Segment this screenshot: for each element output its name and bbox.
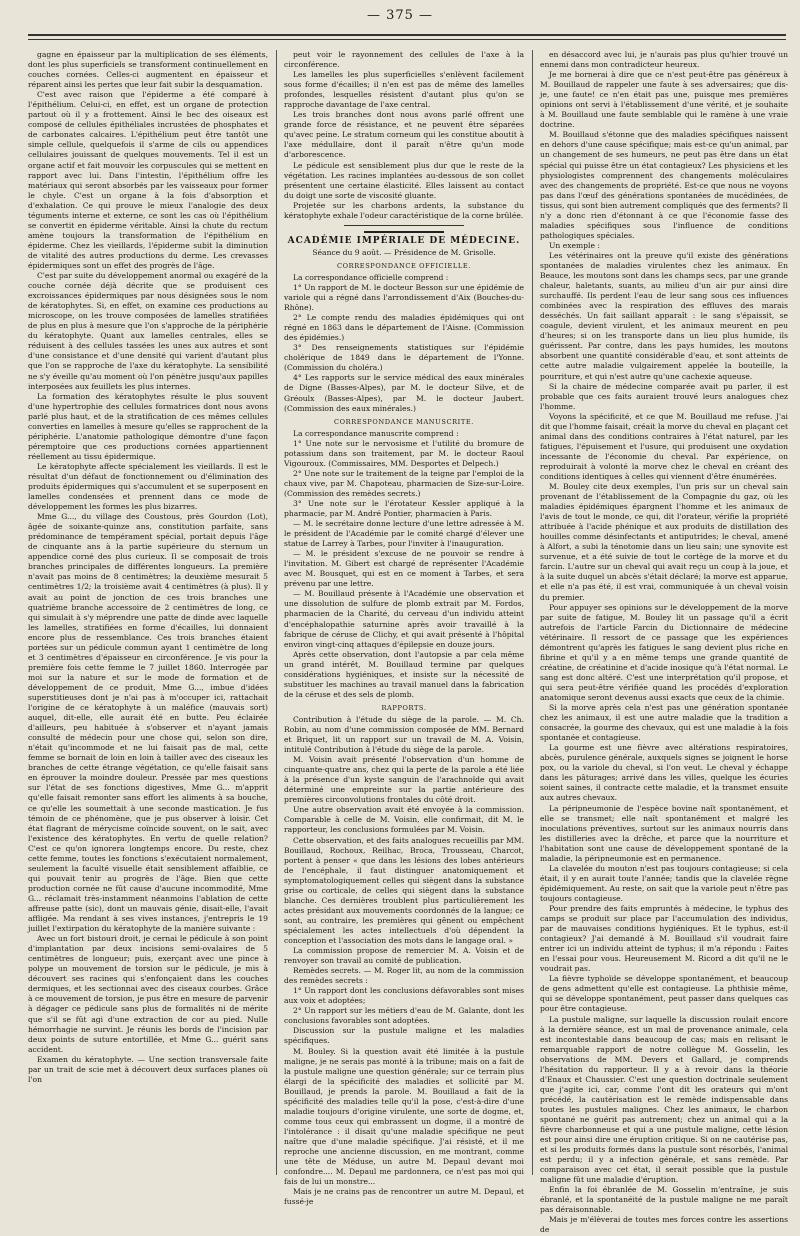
paragraph: gagne en épaisseur par la multiplication de ses éléments, dont les plus superficiels se transforment continuellement en couches cornées. Celles-ci augmentent en épaisseur et réparent ainsi les pertes que leur fait subir la desquamation. [28, 50, 268, 90]
paragraph: Mme G..., du village des Coustous, près Gourdon (Lot), âgée de soixante-quinze ans, constitution parfaite, sans prédominance de tempérament spécial, portait depuis l'âge de cinquante ans à la partie supérieure du sternum un appendice corné des plus curieux. Il se composait de trois branches principales de différentes longueurs. La première n'avait pas moins de 8 centimètres; la deuxième mesurait 5 centimètres 1/2; la troisième avait 4 centimètres (à plus). Il y avait au point de jonction de ces trois branches une quatrième branche accessoire de 2 centimètres de long, ce qui simulait à s'y méprendre une patte de dinde avec laquelle les lamelles, stratifiées en forme d'écailles, lui donnaient encore plus de ressemblance. Ces trois branches étaient portées sur un pédicule commun ayant 1 centimètre de long et 3 centimètres d'épaisseur en circonférence. Je vis pour la première fois cette femme le 7 juillet 1860. Interrogée par moi sur la nature et sur le mode de formation et de développement de ce produit, Mme G..., imbue d'idées superstitieuses dont je n'ai pas à m'occuper ici, rattachait l'origine de ce kératophyte à un maléfice (mauvais sort) auquel, dit-elle, elle aurait été en butte. Peu éclairée d'ailleurs, peu habituée à s'observer et n'ayant jamais consulté de médecin pour une chose qui, selon son dire, n'était qu'incommode et ne lui faisait pas de mal, cette femme se bornait de loin en loin à tailler avec des ciseaux les branches de cette étrange végétation, ce qu'elle faisait sans en éprouver la moindre douleur. Pressée par mes questions sur l'état de ses fonctions digestives, Mme G... m'apprit qu'elle faisait remonter sans effort les aliments à sa bouche, ce qu'elle les soumettait à une seconde mastication. Je fus témoin de ce phénomène, que je pus observer à loisir. Cet état flagrant de mérycisme coïncide souvent, on le sait, avec l'existence des kératophytes. En vertu de quelle relation? C'est ce qu'on ignorera longtemps encore. Du reste, chez cette femme, toutes les fonctions s'exécutaient normalement, seulement la faculté visuelle était sensiblement affaiblie, ce qui pouvait tenir au progrès de l'âge. Bien que cette production cornée ne fût cause d'aucune incommodité, Mme G... réclamait très-instamment néanmoins l'ablation de cette affreuse patte (sic), dont un mauvais génie, disait-elle, l'avait affligée. Ma rendant à ses vives instances, j'entrepris le 19 juillet l'extirpation du kératophyte de la manière suivante : [28, 512, 268, 934]
corr-manuscrite-heading: CORRESPONDANCE MANUSCRITE. [334, 417, 474, 426]
paragraph: 1° Une note sur le nervosisme et l'utilité du bromure de potassium dans son traitement, par M. le docteur Raoul Vigouroux. (Commissaires, MM. Desportes et Delpech.) [284, 438, 524, 468]
paragraph: La formation des kératophytes résulte le plus souvent d'une hypertrophie des cellules formatrices dont nous avons parlé plus haut, et de la stratification de ces mêmes cellules converties en lamelles à mesure qu'elles se rapprochent de la périphérie. L'anatomie pathologique démontre d'une façon péremptoire que ces productions cornées appartiennent réellement au tissu épidermique. [28, 391, 268, 461]
paragraph: C'est avec raison que l'épiderme a été comparé à l'épithélium. Celui-ci, en effet, est un organe de protection partout où il y a frottement. Ainsi le bec des oiseaux est composé de cellules épithéliales incrustées de phosphates et de carbonates calcaires. L'épithélium peut être tantôt une simple cellule, quelquefois il s'arme de cils ou appendices cellulaires jouissant de quelques mouvements. Tel il est un organe actif et fait mouvoir les corpuscules qui se mettent en rapport avec lui. Dans l'intestin, l'épithélium offre les matériaux qui seront absorbés par les vaisseaux pour former le chyle. C'est un organe à la fois d'absorption et d'exhalation. Ce qui prouve le mieux l'analogie des deux téguments interne et externe, ce sont les cas où l'épithélium se convertit en épiderme véritable. Ainsi la chute du rectum amène toujours la transformation de l'épithélium en épiderme. Chez les vieillards, l'épiderme subit la diminution de vitalité des autres productions du derme. Les crevasses épidermiques sont un effet des progrès de l'âge. [28, 90, 268, 270]
paragraph: 1° Un rapport de M. le docteur Besson sur une épidémie de variole qui a régné dans l'arrondissement d'Aix (Bouches-du-Rhône). [284, 282, 524, 313]
paragraph: La pustule maligne, sur laquelle la discussion roulait encore à la dernière séance, est un mal de provenance animale, cela est incontestable dans beaucoup de cas; mais en relisant le remarquable rapport de notre collègue M. Gosselin, les observations de MM. Devers et Gallard, je comprends l'hésitation du rapporteur. Il y a à revoir dans la théorie d'Enaux et Chaussier. C'est une question doctrinale seulement que j'agite ici, car, comme l'ont dit les orateurs qui m'ont précédé, la cautérisation est le remède indispensable dans toutes les pustules malignes. Chez les animaux, le charbon spontané ne guérit pas autrement; chez un animal qui a la fièvre charbonneuse et qui a une pustule maligne, cette lésion est pour ainsi dire une éruption critique. Si on ne cautérise pas, et si les produits formés dans la pustule sont résorbés, l'animal est perdu; il y a infection générale, et sans remède. Par comparaison avec cet état, il serait possible que la pustule maligne fût une maladie d'éruption. [540, 1014, 788, 1185]
paragraph: Examen du kératophyte. — Une section transversale faite par un trait de scie met à découvert deux surfaces planes où l'on [28, 1054, 268, 1084]
paragraph: Un exemple : [549, 240, 600, 250]
paragraph: Les lamelles les plus superficielles s'enlèvent facilement sous forme d'écailles; il n'en est pas de même des lamelles profondes, lesquelles résistent d'autant plus qu'on se rapproche davantage de l'axe central. [284, 70, 524, 110]
paragraph: M. Voisin avait présenté l'observation d'un homme de cinquante-quatre ans, chez qui la perte de la parole a été liée à la présence d'un kyste sanguin de l'arachnoïde qui avait déterminé une empreinte sur la partie antérieure des premières circonvolutions frontales du côté droit. [284, 755, 524, 805]
paragraph: Enfin la foi ébranlée de M. Gosselin m'entraîne, je suis ébranlé, et la spontanéité de la pustule maligne ne me paraît pas déraisonnable. [540, 1185, 788, 1215]
paragraph: Une autre observation avait été envoyée à la commission. Comparable à celle de M. Voisin, elle confirmait, dit M. le rapporteur, les conclusions formulées par M. Voisin. [284, 805, 524, 835]
paragraph: Après cette observation, dont l'autopsie a par cela même un grand intérêt, M. Bouillaud termine par quelques considérations hygiéniques, et insiste sur la nécessité de substituer les machines au travail manuel dans la fabrication de la céruse et des sels de plomb. [284, 649, 524, 699]
paragraph: — M. le président s'excuse de ne pouvoir se rendre à l'invitation. M. Gibert est chargé de représenter l'Académie avec M. Bousquet, qui est en ce moment à Tarbes, et sera prévenu par une lettre. [284, 549, 524, 589]
rapports-body [284, 715, 524, 1207]
academie-title: ACADÉMIE IMPÉRIALE DE MÉDECINE. [287, 235, 521, 246]
paragraph: Discussion sur la pustule maligne et les maladies spécifiques. [284, 1026, 524, 1046]
paragraph: La correspondance officielle comprend : [293, 272, 449, 282]
paragraph: Si la chaire de médecine comparée avait pu parler, il est probable que ces faits auraient trouvé leurs analogues chez l'homme. [540, 381, 788, 411]
paragraph: — M. le secrétaire donne lecture d'une lettre adressée à M. le président de l'Académie par le comité chargé d'élever une statue de Larrey à Tarbes, pour l'inviter à l'inauguration. [284, 519, 524, 549]
paragraph: Remèdes secrets. — M. Roger lit, au nom de la commission des remèdes secrets : [284, 966, 524, 986]
corr-manuscrite-body [284, 429, 524, 700]
paragraph: La fièvre typhoïde se développe spontanément, et beaucoup de gens admettent qu'elle est contagieuse. La phthisie même, qui se développe spontanément, peut passer dans quelques cas pour être contagieuse. [540, 974, 788, 1014]
paragraph: en désaccord avec lui, je n'aurais pas plus qu'hier trouvé un ennemi dans mon contradicteur heureux. [540, 50, 788, 70]
paragraph: Pour prendre des faits empruntés à médecine, le typhus des camps se produit sur place par l'accumulation des individus, par de mauvaises conditions hygiéniques. Et le typhus, est-il contagieux? J'ai demandé à M. Bouillaud s'il voudrait faire entrer ici un individu atteint de typhus; il m'a répondu : Faites en l'essai pour vous. Heureusement M. Ricord a dit qu'il ne le voudrait pas. [540, 903, 788, 974]
paragraph: Avec un fort bistouri droit, je cernai le pédicule à son point d'implantation par deux incisions semi-ovalaires de 5 centimètres de longueur; puis, exerçant avec une pince à polype un mouvement de torsion sur le pédicule, je mis à découvert ses racines qui s'enfonçaient dans les couches dermiques, et les sectionnai avec des ciseaux courbes. Grâce à ce mouvement de torsion, je pus être en mesure de parvenir à dégager ce pédicule sans plus de formalités ni de mérite que s'il se fût agi d'une extraction de cor au pied. Nulle hémorrhagie ne survint. Je réunis les bords de l'incision par deux points de suture entortillée, et Mme G... guérit sans accident. [28, 934, 268, 1054]
paragraph: La clavelée du mouton n'est pas toujours contagieuse; si cela était, il y en aurait toute l'année; tandis que la clavelée règne épidémiquement. Au reste, on sait que la variole peut n'être pas toujours contagieuse. [540, 863, 788, 903]
paragraph: 1° Un rapport dont les conclusions défavorables sont mises aux voix et adoptées; [284, 986, 524, 1006]
paragraph: C'est par suite du développement anormal ou exagéré de la couche cornée déjà décrite que se produisent ces excroissances épidermiques par nous désignées sous le nom de kératophytes. Si, en effet, on examine ces productions au microscope, on les trouve composées de lamelles stratifiées de plus en plus à mesure que l'on s'approche de la périphérie du kératophyte. Quant aux lamelles centrales, elles se réduisent à des cellules tassées les unes aux autres et sont d'une consistance et d'une densité qui varient d'autant plus que l'on se rapproche de l'axe du kératophyte. La sensibilité ne s'y éveille qu'au moment où l'on pénètre jusqu'aux papilles interposées aux feuillets les plus internes. [28, 271, 268, 391]
paragraph: M. Bouley. Si la question avait été limitée à la pustule maligne, je ne serais pas monté à la tribune; mais on a fait de la pustule maligne une question générale; sur ce terrain plus élargi de la spécificité des maladies et sollicité par M. Bouillaud, je prends la parole. M. Bouillaud a fait de la spécificité des maladies telle qu'il la pose, c'est-à-dire d'une maladie toujours d'origine virulente, une sorte de dogme, et, comme tous ceux qui embrassent un dogme, il a montré de l'intolérance : il disait qu'une maladie spécifique ne peut naître que d'une maladie spécifique. J'ai résisté, et il me reproche une ancienne discussion, en me montrant, comme une tête de Méduse, un autre M. Depaul devant moi confondre.... M. Depaul me pardonnera, ce n'est pas moi qui fais de lui un monstre... [284, 1046, 524, 1187]
paragraph: Mais je m'élèverai de toutes mes forces contre les assertions de [540, 1215, 788, 1235]
paragraph: 2° Une note sur le traitement de la teigne par l'emploi de la chaux vive, par M. Chapoteau, pharmacien de Size-sur-Loire. (Commission des remèdes secrets.) [284, 468, 524, 498]
paragraph: M. Bouley cite deux exemples, l'un pris sur un cheval sain provenant de l'établissement de la Compagnie du gaz, où les maladies épidémiques épargnent l'homme et les animaux de l'avis de tout le monde, ce qui, dit l'orateur, vérifie la propriété attribuée à l'acide phénique et aux produits de distillation des houilles comme désinfectants et antiputrides; le cheval, amené à Alfort, a subi la ténotomie dans un lieu sain; une synovite est survenue, et a été suivie de tout le cortège de la morve et du farcin. L'autre sur un cheval qui avait reçu un coup à la joue, et à la suite duquel un abcès s'était déclaré; la morve est apparue, et elle n'a pas été, il est vrai, communiquée à un cheval voisin du premier. [540, 482, 788, 602]
column-divider [532, 50, 533, 1175]
paragraph: Les trois branches dont nous avons parlé offrent une grande force de résistance, et ne peuvent être séparées qu'avec peine. Le stratum corneum qui les constitue aboutit à l'axe médullaire, dont il paraît n'être qu'un mode d'arborescence. [284, 110, 524, 160]
header-rule [28, 34, 786, 36]
article-columns [28, 50, 790, 1235]
corr-officielle-body [284, 273, 524, 414]
paragraph: La correspondance manuscrite comprend : [293, 428, 459, 438]
column-1 [28, 50, 268, 1175]
paragraph: 4° Les rapports sur le service médical des eaux minérales de Digne (Basses-Alpes), par M. le docteur Silve, et de Gréoulx (Basses-Alpes), par M. le docteur Jaubert. (Commission des eaux minérales.) [284, 373, 524, 413]
header-rule-thin [28, 39, 786, 40]
paragraph: La péripneumonie de l'espèce bovine naît spontanément, et elle se transmet; elle naît spontanément et malgré les inoculations préventives, surtout sur les animaux nourris dans les distilleries avec la drêche, et parce que la nourriture et l'habitation sont une cause de développement spontané de la maladie, la péripneumonie est en permanence. [540, 803, 788, 863]
paragraph: Contribution à l'étude du siège de la parole. — M. Ch. Robin, au nom d'une commission composée de MM. Bernard et Briquet, lit un rapport sur un travail de M. A. Voisin, intitulé Contribution à l'étude du siège de la parole. [284, 714, 524, 755]
keratophyte-article-end [284, 50, 524, 221]
paragraph: peut voir le rayonnement des cellules de l'axe à la circonférence. [284, 50, 524, 70]
paragraph: Mais je ne crains pas de rencontrer un autre M. Depaul, et fussé-je [284, 1187, 524, 1207]
column-divider [276, 50, 277, 1175]
paragraph: Pour appuyer ses opinions sur le développement de la morve par suite de fatigue, M. Bouley lit un passage qu'il a écrit autrefois de l'article Farcin du Dictionnaire de médecine vétérinaire. Il ressort de ce passage que les expériences démontrent qu'après les fatigues le sang devient plus riche en fibrine et qu'il y a en même temps une grande quantité de créatine, de créatinine et d'acide inosique qu'à l'état normal. Le sang est donc altéré. C'est une interprétation qu'il propose, et qui sera peut-être vérifiée quand les procédés d'exploration anatomique seront devenus aussi exacts que ceux de la chimie. [540, 602, 788, 702]
corr-officielle-heading: CORRESPONDANCE OFFICIELLE. [337, 261, 471, 270]
paragraph: — M. Bouillaud présente à l'Académie une observation et une dissolution de sulfure de plomb extrait par M. Fordos, pharmacien de la Charité, du cerveau d'un individu atteint d'encéphalopathie saturnine après avoir travaillé à la fabrique de céruse de Clichy, et qui avait présenté à l'hôpital environ vingt-cinq attaques d'épilepsie en douze jours. [284, 589, 524, 649]
section-separator [344, 225, 464, 226]
seance-line: Séance du 9 août. — Présidence de M. Grisolle. [312, 247, 496, 257]
paragraph: M. Bouillaud s'étonne que des maladies spécifiques naissent en dehors d'une cause spécifique; mais est-ce qu'un animal, par un changement de ses humeurs, ne peut pas être dans un état spécial qui puisse être un état contagieux? Les physiciens et les physiologistes comprennent des changements moléculaires avec des changements de propriété. Est-ce que nous ne voyons pas dans l'œuf des générations spontanées de mucédinées, de tissus, qui sont bien autrement compliqués que des ferments? Il n'y a donc rien d'étonnant à ce que l'économie fasse des maladies spécifiques sous l'influence de conditions pathologiques spéciales. [540, 130, 788, 240]
section-separator-thick [364, 231, 444, 233]
paragraph: 3° Une note sur le l'érotateur Kessler appliqué à la pharmacie, par M. André Pontier, pharmacien à Paris. [284, 498, 524, 519]
column-3 [540, 50, 788, 1235]
paragraph: La commission propose de remercier M. A. Voisin et de renvoyer son travail au comité de publication. [284, 946, 524, 966]
paragraph: Cette observation, et des faits analogues recueillis par MM. Bouillaud, Rochoux, Reilhac, Broca, Trousseau, Charcot, portent à penser « que dans les lésions des lobes antérieurs de l'encéphale, il faut distinguer anatomiquement et symptomatologiquement celles qui siègent dans la substance grise ou corticale, de celles qui siègent dans la substance blanche. Ces dernières troublent plus particulièrement les actes présidant aux mouvements coordonnés de la langue; ce sont, au contraire, les premières qui gênent ou empêchent spécialement les actes intellectuels d'où dépendent la conception et l'association des mots dans le langage oral. » [284, 835, 524, 945]
page-number: — 375 — [366, 8, 434, 23]
paragraph: Je me bornerai à dire que ce n'est peut-être pas généreux à M. Bouillaud de rappeler une faute à ses adversaires; que dis-je, une faute! ce n'en était pas une, puisque mes premières opinions ont servi à l'établissement d'une vérité, et je souhaite à M. Bouillaud une faute semblable qui le ramène à une vraie doctrine. [540, 70, 788, 130]
paragraph: 3° Des renseignements statistiques sur l'épidémie cholérique de 1849 dans le département de l'Yonne. (Commission du choléra.) [284, 343, 524, 373]
paragraph: Voyons la spécificité, et ce que M. Bouillaud me refuse. J'ai dit que l'homme faisait, créait la morve du cheval en plaçant cet animal dans des conditions contraires à l'état naturel, par les fatigues, l'épuisement et l'usure, qui produisent une oxydation incessante de l'économie du cheval. Par expérience, on reproduirait à volonté la morve chez le cheval en créant des conditions identiques à celles qui viennent d'être énumérées. [540, 411, 788, 481]
paragraph: Le pédicule est sensiblement plus dur que le reste de la végétation. Les racines implantées au-dessous de son collet présentent une certaine élasticité. Elles laissent au contact du doigt une sorte de viscosité gluante. [284, 160, 524, 200]
paragraph: Le kératophyte affecte spécialement les vieillards. Il est le résultat d'un défaut de fonctionnement ou d'élimination des produits épidermiques qui s'accumulent et se superposent en lamelles condensées et prennent dans ce mode de développement les formes les plus bizarres. [28, 461, 268, 512]
rapports-heading: RAPPORTS. [381, 703, 427, 712]
page-header [0, 0, 800, 42]
paragraph: Si la morve après cela n'est pas une génération spontanée chez les animaux, il est une autre maladie que la tradition a consacrée, la gourme des chevaux, qui est une maladie à la fois spontanée et contagieuse. [540, 703, 788, 743]
paragraph: 2° Le compte rendu des maladies épidémiques qui ont régné en 1863 dans le département de l'Aisne. (Commission des épidémies.) [284, 313, 524, 343]
column-2 [284, 50, 524, 1207]
paragraph: 2° Un rapport sur les métiers d'eau de M. Galante, dont les conclusions favorables sont adoptées. [284, 1006, 524, 1026]
paragraph: La gourme est une fièvre avec altérations respiratoires, abcès, purulence générale, auxquels signes se joignent le horse pox, ou la variole du cheval, si l'on veut. Le cheval y échappe dans les pâturages; arrivé dans les villes, quelque les écuries soient saines, il contracte cette maladie, et la transmet ensuite aux autres chevaux. [540, 743, 788, 803]
paragraph: Les vétérinaires ont la preuve qu'il existe des générations spontanées de maladies virulentes chez les animaux. En Beauce, les moutons sont dans les champs secs, par une grande chaleur, haletants, suants, au milieu d'un air pur ainsi dire surchauffé. Ils perdent l'eau de leur sang sous ces influences combinées avec la respiration des effluves des marais desséchés. Un fait saillant apparaît : le sang s'épaissit, se coagule, devient virulent, et les animaux meurent en peu d'heures; si on les transporte dans un lieu plus humide, ils guérissent. Par contre, dans les pays humides, les moutons absorbent une quantité considérable d'eau, et sont atteints de cette autre maladie vulgairement appelée la bouteille, la pourriture, et qui n'est autre qu'une cachexie aqueuse. [540, 250, 788, 381]
paragraph: Projetée sur les charbons ardents, la substance du kératophyte exhale l'odeur caractéristique de la corne brûlée. [284, 200, 524, 220]
